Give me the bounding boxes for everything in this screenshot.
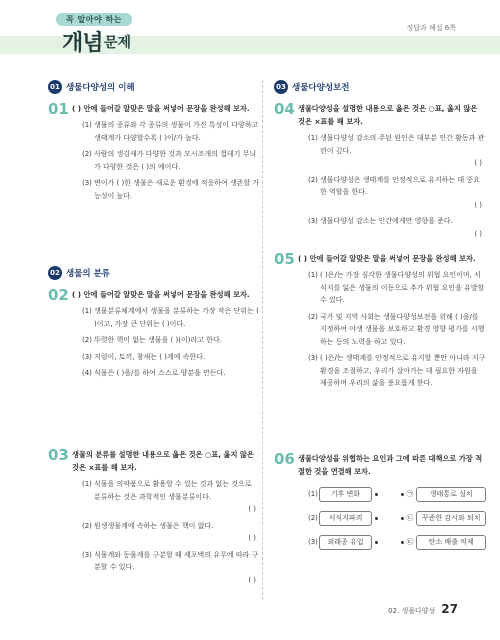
threat-box[interactable]: 기후 변화 — [319, 487, 372, 502]
question-item — [82, 177, 260, 202]
question-item — [308, 174, 486, 212]
question-item — [82, 367, 260, 380]
chapter-label: 02. 생물다양성 — [388, 607, 436, 615]
question-06 — [274, 452, 486, 550]
right-dot-marker[interactable]: ㉢ — [401, 537, 413, 547]
question-text: 생물다양성을 설명한 내용으로 옳은 것은 ○표, 옳지 않은 것은 ×표를 해 보자. — [298, 104, 478, 126]
answer-paren[interactable]: ( ) — [248, 534, 256, 542]
item-text: 생물다양성은 생태계를 안정적으로 유지하는 데 중요한 역할을 한다. — [320, 175, 480, 196]
question-text: ( ) 안에 들어갈 알맞은 말을 써넣어 문장을 완성해 보자. — [72, 104, 250, 113]
section-title: 생물다양성보전 — [292, 83, 350, 93]
answer-reference: 정답과 해설 6쪽 — [406, 24, 456, 32]
matching-table — [308, 486, 486, 550]
item-number: (1) — [308, 271, 318, 279]
page-number: 27 — [441, 602, 458, 616]
item-number: (4) — [82, 369, 92, 377]
section-header — [48, 80, 260, 94]
answer-paren[interactable]: ( ) — [474, 159, 482, 167]
section-title: 생물다양성의 이해 — [66, 83, 135, 93]
answer-paren[interactable]: ( ) — [474, 200, 482, 209]
question-item — [308, 215, 486, 240]
question-number: 02 — [48, 286, 69, 304]
question-number: 05 — [274, 250, 295, 268]
match-row — [308, 486, 486, 502]
question-05 — [274, 252, 486, 452]
item-text: 식물을 의약품으로 활용할 수 있는 것과 없는 것으로 분류하는 것은 과학적인 생물분류이다. — [94, 480, 252, 501]
header-banner: 꼭 알아야 하는 — [56, 13, 132, 26]
section-number: 01 — [48, 80, 62, 94]
question-item — [82, 520, 260, 545]
measure-box[interactable]: 생태통로 설치 — [416, 487, 486, 502]
threat-box[interactable]: 외래종 유입 — [319, 535, 372, 550]
question-text: 생물의 분류를 설명한 내용으로 옳은 것은 ○표, 옳지 않은 것은 ×표를 해 보자. — [72, 450, 254, 472]
section-header — [48, 266, 260, 280]
item-number: (3) — [308, 217, 318, 225]
item-text: 생물다양성 감소의 주된 원인은 대부분 인간 활동과 관련이 깊다. — [320, 134, 485, 155]
question-item — [82, 478, 260, 516]
item-number: (2) — [82, 336, 92, 344]
item-number: (1) — [82, 480, 92, 488]
item-number: (3) — [308, 538, 318, 546]
section-number: 02 — [48, 266, 62, 280]
page-footer — [388, 602, 458, 616]
item-text: 원생생물계에 속하는 생물은 핵이 없다. — [94, 521, 214, 530]
item-text: ( )은/는 생태계를 안정적으로 유지할 뿐만 아니라 지구 환경을 조절하고, 우리가 살아가는 데 필요한 자원을 제공하며 우리의 삶을 풍요롭게 한다. — [320, 354, 486, 387]
question-number: 06 — [274, 450, 295, 468]
section-title: 생물의 분류 — [66, 269, 111, 279]
item-text: 뚜렷한 핵이 없는 생물을 ( )(이)라고 한다. — [94, 336, 222, 344]
page-subtitle: 문제 — [104, 35, 132, 51]
answer-paren[interactable]: ( ) — [474, 229, 482, 238]
question-text: ( ) 안에 들어갈 알맞은 말을 써넣어 문장을 완성해 보자. — [298, 254, 476, 263]
question-item — [308, 132, 486, 170]
threat-box[interactable]: 서식지파괴 — [319, 511, 372, 526]
item-text: 식물계와 동물계를 구분할 때 세포벽의 유무에 따라 구분할 수 있다. — [94, 550, 259, 571]
question-items — [308, 132, 486, 240]
page-title: 개념 — [62, 31, 103, 56]
answer-paren[interactable]: ( ) — [248, 505, 256, 513]
item-number: (2) — [308, 514, 318, 522]
right-dot-marker[interactable]: ㉠ — [401, 489, 413, 499]
connector — [372, 513, 416, 523]
question-items — [82, 305, 260, 380]
item-number: (1) — [82, 121, 92, 129]
question-item — [308, 269, 486, 307]
question-item — [82, 119, 260, 144]
item-number: (3) — [308, 354, 318, 362]
question-items — [308, 269, 486, 390]
item-text: 생물다양성 감소는 인간에게만 영향을 준다. — [320, 217, 453, 225]
measure-box[interactable]: 꾸준한 감시와 퇴치 — [416, 511, 486, 526]
item-text: 생물의 종류와 각 종류의 생물이 가진 특성이 다양하고 생태계가 다양할수록 ( )이/가 높다. — [94, 121, 259, 142]
question-item — [82, 549, 260, 587]
answer-paren[interactable]: ( ) — [248, 575, 256, 584]
question-text: 생물다양성을 위협하는 요인과 그에 따른 대책으로 가장 적절한 것을 연결해 보자. — [298, 454, 483, 476]
left-dot[interactable] — [375, 541, 378, 544]
connector — [372, 537, 416, 547]
question-item — [82, 334, 260, 347]
item-number: (2) — [82, 521, 92, 530]
item-text: 국가 및 지역 사회는 생물다양성보전을 위해 ( )을/를 지정하여 야생 생물을 보호하고 환경 영향 평가를 시행하는 등의 노력을 하고 있다. — [320, 312, 485, 346]
item-number: (2) — [308, 312, 318, 321]
item-text: 변이가 ( )한 생물은 새로운 환경에 적응하여 생존할 가능성이 높다. — [94, 179, 260, 200]
item-number: (2) — [82, 150, 92, 158]
item-text: ( )은/는 가장 심각한 생물다양성의 위협 요인이며, 서식지를 잃은 생물의 이동으로 추가 위협 요인을 유발할 수 있다. — [320, 271, 485, 304]
connector — [372, 489, 416, 499]
question-text: ( ) 안에 들어갈 알맞은 말을 써넣어 문장을 완성해 보자. — [72, 290, 250, 299]
question-04 — [274, 102, 486, 252]
right-dot-marker[interactable]: ㉡ — [401, 513, 413, 523]
match-row — [308, 510, 486, 526]
question-number: 04 — [274, 100, 295, 118]
item-number: (1) — [308, 490, 318, 498]
item-text: 식물은 ( )을/를 하여 스스로 양분을 만든다. — [94, 369, 226, 377]
item-number: (1) — [308, 134, 318, 142]
left-column — [48, 80, 260, 590]
item-number: (2) — [308, 175, 318, 184]
item-number: (3) — [82, 179, 92, 187]
question-item — [308, 352, 486, 390]
right-column — [274, 80, 486, 558]
question-01 — [48, 102, 260, 266]
question-item — [308, 311, 486, 349]
question-items — [82, 478, 260, 586]
page-header — [0, 0, 500, 64]
item-text: 사람의 생김새가 다양한 것과 모시조개의 껍데기 무늬가 다양한 것은 ( )의 예이다. — [94, 150, 257, 171]
item-number: (3) — [82, 352, 92, 361]
left-dot[interactable] — [375, 517, 378, 520]
left-dot[interactable] — [375, 493, 378, 496]
item-number: (3) — [82, 550, 92, 559]
question-number: 03 — [48, 446, 69, 464]
question-item — [82, 351, 260, 364]
question-item — [82, 305, 260, 330]
measure-box[interactable]: 탄소 배출 억제 — [416, 535, 486, 550]
question-03 — [48, 448, 260, 586]
section-header — [274, 80, 486, 94]
item-text: 생물분류체계에서 생물을 분류하는 가장 작은 단위는 ( )이고, 가장 큰 단위는 ( )이다. — [94, 307, 259, 328]
column-divider — [262, 80, 263, 600]
question-item — [82, 148, 260, 173]
section-number: 03 — [274, 80, 288, 94]
question-number: 01 — [48, 100, 69, 118]
match-row — [308, 534, 486, 550]
question-02 — [48, 288, 260, 448]
question-items — [82, 119, 260, 202]
item-text: 지렁이, 토끼, 참새는 ( )계에 속한다. — [94, 352, 206, 361]
item-number: (1) — [82, 307, 92, 315]
